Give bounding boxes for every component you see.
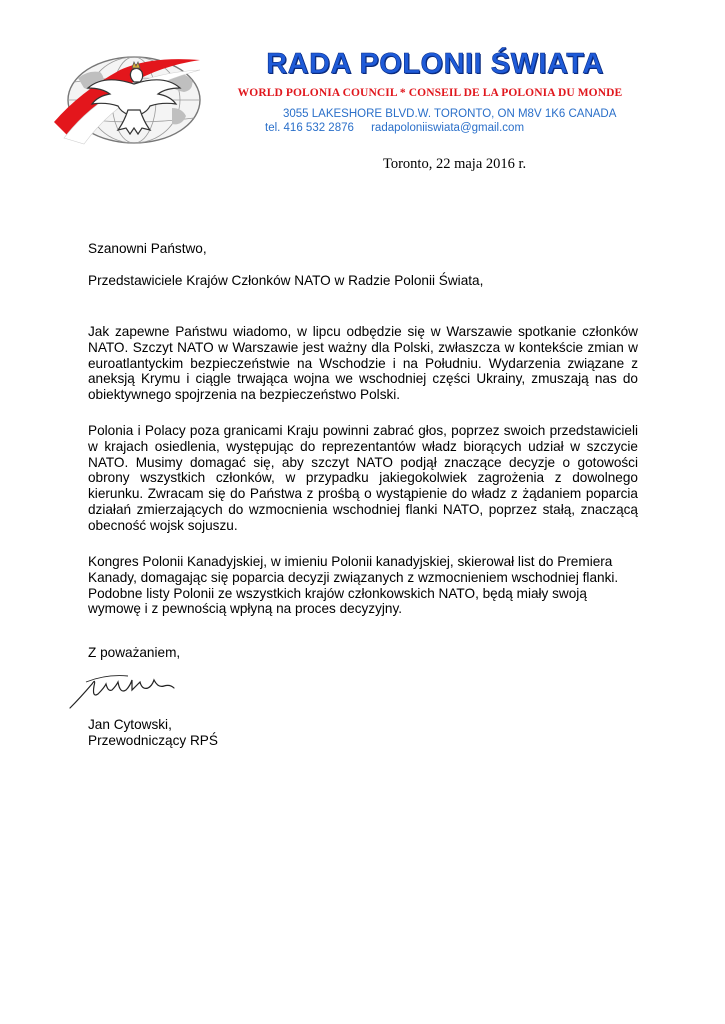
phone-number: tel. 416 532 2876 [265,122,354,134]
signer-role: Przewodniczący RPŚ [88,733,218,748]
handwritten-signature [66,668,186,712]
organization-subtitle: WORLD POLONIA COUNCIL * CONSEIL DE LA POLONIA DU MONDE [237,87,623,99]
letter-date: Toronto, 22 maja 2016 r. [383,156,527,172]
letter-recipients: Przedstawiciele Krajów Członków NATO w Radzie Polonii Świata, [88,273,484,288]
letter-paragraph-2: Polonia i Polacy poza granicami Kraju powinni zabrać głos, poprzez swoich przedstawicieli w krajach osiedlenia, występując do reprezentantów władz biorących udział w szczycie NATO. Musimy domagać się, aby szczyt NATO podjął znaczące decyzje o gotowości obrony wszystkich członków, w przypadku jakiegokolwiek zagrożenia z dowolnego kierunku. Zwracam się do Państwa z prośbą o wystąpienie do władz z żądaniem poparcia działań zmierzających do wzmocnienia wschodniej flanki NATO, poprzez stałą, znaczącą obecność wojsk sojuszu. [88,423,638,533]
letter-greeting: Szanowni Państwo, [88,241,207,256]
letter-paragraph-1: Jak zapewne Państwu wiadomo, w lipcu odbędzie się w Warszawie spotkanie członków NATO. Szczyt NATO w Warszawie jest ważny dla Polski, zwłaszcza w kontekście zmian w euroatlantyckim bezpieczeństwie na Wschodzie i na Południu. Wydarzenia związane z aneksją Krymu i ciągle trwająca wojna we wschodniej części Ukrainy, zmuszają nas do obiektywnego spojrzenia na bezpieczeństwo Polski. [88,324,638,403]
signer-name: Jan Cytowski, [88,717,172,732]
organization-name: RADA POLONII ŚWIATA [266,48,604,80]
organization-address: 3055 LAKESHORE BLVD.W. TORONTO, ON M8V 1K6 CANADA [283,108,617,120]
polish-eagle-globe-logo [50,52,228,150]
letter-closing: Z poważaniem, [88,645,181,660]
letter-paragraph-3: Kongres Polonii Kanadyjskiej, w imieniu Polonii kanadyjskiej, skierował list do Premiera Kanady, domagając się poparcia decyzji związanych z wzmocnieniem wschodniej flanki. Podobne listy Polonii ze wszystkich krajów członkowskich NATO, będą miały swoją wymowę i z pewnością wpłyną na proces decyzyjny. [88,554,619,617]
organization-contact [265,122,538,134]
email-address: radapoloniiswiata@gmail.com [371,122,525,134]
